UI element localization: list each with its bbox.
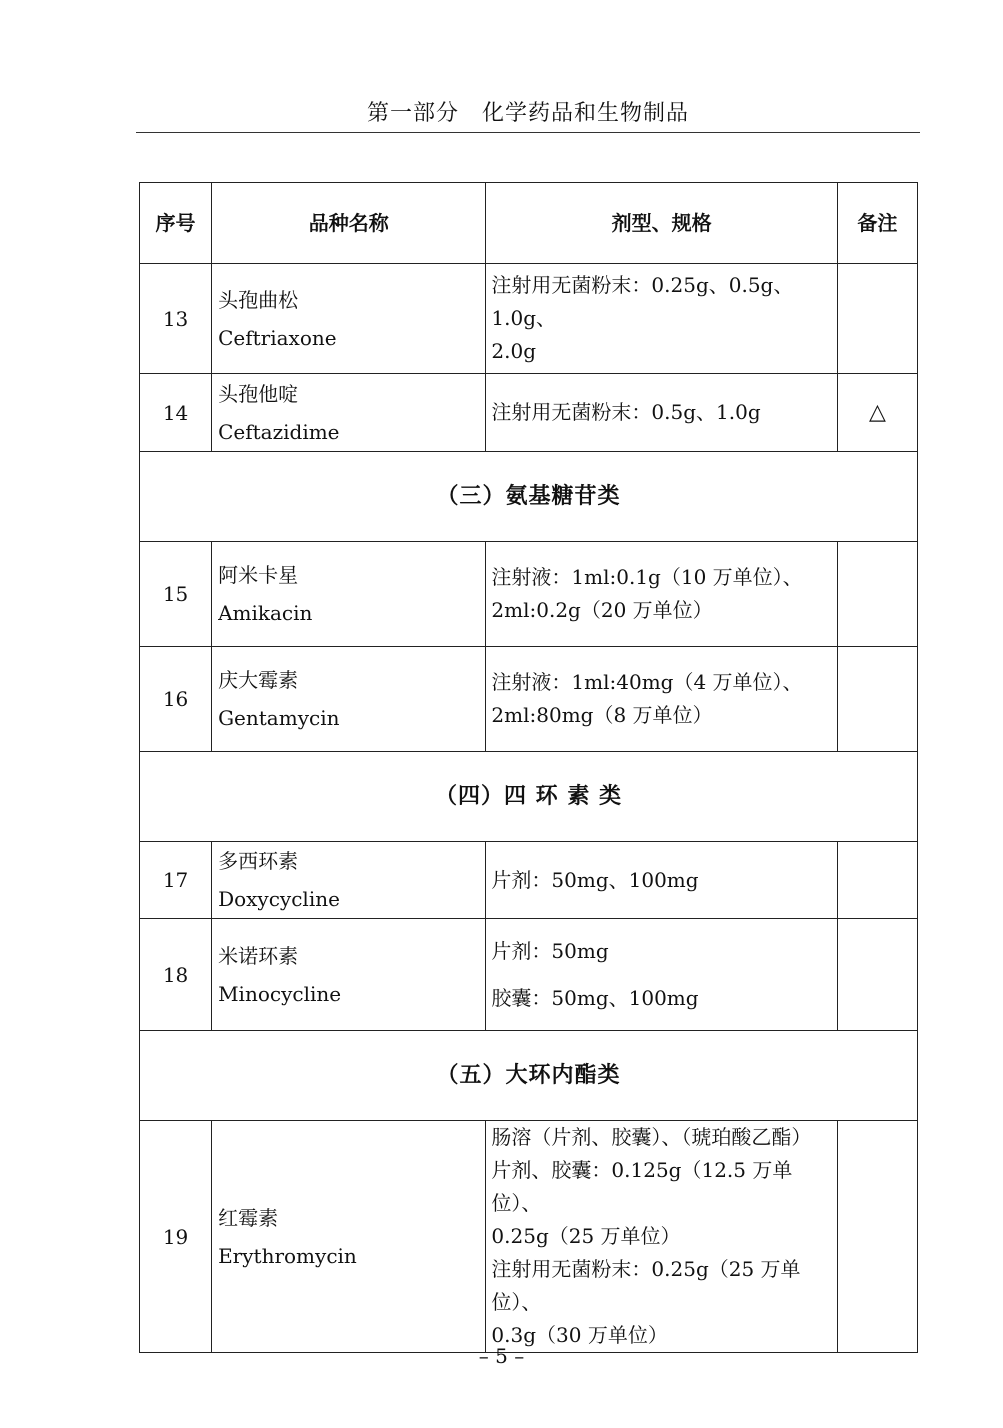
note-cell — [837, 647, 917, 752]
drug-name-cell — [212, 542, 486, 647]
drug-name-cn: 头孢他啶 — [218, 381, 299, 406]
drug-name-en: Doxycycline — [218, 887, 340, 911]
drug-name-en: Ceftazidime — [218, 419, 340, 444]
drug-table — [139, 182, 918, 1353]
spec-line: 2.0g — [491, 339, 537, 363]
section-title: （五）大环内酯类 — [140, 1031, 918, 1121]
row-number: 17 — [140, 842, 212, 919]
spec-line: 注射用无菌粉末：0.25g（25 万单位）、 — [491, 1257, 801, 1314]
note-cell — [837, 1121, 917, 1353]
spec-line: 0.25g（25 万单位） — [491, 1224, 681, 1248]
table-row — [140, 542, 918, 647]
note-cell — [837, 542, 917, 647]
note-cell — [837, 919, 917, 1031]
drug-name-cn: 红霉素 — [218, 1205, 279, 1230]
spec-cell — [486, 542, 837, 647]
spec-cell — [486, 842, 837, 919]
row-number: 13 — [140, 264, 212, 374]
drug-name-cn: 多西环素 — [218, 849, 299, 873]
drug-name-en: Minocycline — [218, 981, 342, 1006]
spec-line: 注射液：1ml:40mg（4 万单位）、 — [491, 670, 803, 694]
table-header-row — [140, 183, 918, 264]
spec-line: 片剂：50mg、100mg — [491, 867, 699, 892]
spec-line: 注射用无菌粉末：0.5g、1.0g — [491, 400, 761, 424]
drug-name-cn: 头孢曲松 — [218, 287, 299, 312]
spec-cell — [486, 264, 837, 374]
column-header-spec: 剂型、规格 — [486, 183, 837, 264]
column-header-note: 备注 — [837, 183, 917, 264]
section-row — [140, 452, 918, 542]
spec-line: 注射液：1ml:0.1g（10 万单位）、 — [491, 565, 803, 589]
spec-line: 片剂、胶囊：0.125g（12.5 万单位）、 — [491, 1158, 793, 1215]
spec-cell — [486, 647, 837, 752]
drug-name-cn: 阿米卡星 — [218, 563, 299, 587]
drug-name-en: Gentamycin — [218, 706, 340, 730]
drug-name-cell — [212, 647, 486, 752]
note-triangle-mark: △ — [837, 374, 917, 452]
drug-name-cell — [212, 374, 486, 452]
drug-name-cell — [212, 1121, 486, 1353]
spec-line: 胶囊：50mg、100mg — [491, 985, 699, 1010]
table-row — [140, 264, 918, 374]
spec-cell — [486, 919, 837, 1031]
note-cell — [837, 264, 917, 374]
drug-name-en: Erythromycin — [218, 1243, 357, 1268]
table-row — [140, 374, 918, 452]
table-row — [140, 647, 918, 752]
note-cell — [837, 842, 917, 919]
drug-name-cell — [212, 919, 486, 1031]
section-title: （三）氨基糖苷类 — [140, 452, 918, 542]
page-header-title: 第一部分 化学药品和生物制品 — [366, 101, 689, 126]
table-row — [140, 842, 918, 919]
header-rule — [136, 132, 920, 133]
row-number: 16 — [140, 647, 212, 752]
spec-line: 2ml:80mg（8 万单位） — [491, 703, 713, 727]
page-number: – 5 – — [478, 1344, 525, 1368]
drug-name-en: Ceftriaxone — [218, 325, 337, 350]
row-number: 14 — [140, 374, 212, 452]
table-row — [140, 919, 918, 1031]
drug-name-cn: 庆大霉素 — [218, 668, 299, 692]
column-header-no: 序号 — [140, 183, 212, 264]
row-number: 19 — [140, 1121, 212, 1353]
spec-line: 2ml:0.2g（20 万单位） — [491, 598, 713, 622]
row-number: 18 — [140, 919, 212, 1031]
row-number: 15 — [140, 542, 212, 647]
spec-line: 片剂：50mg — [491, 938, 609, 963]
spec-cell — [486, 1121, 837, 1353]
drug-name-cell — [212, 842, 486, 919]
section-row — [140, 752, 918, 842]
spec-cell — [486, 374, 837, 452]
drug-name-cn: 米诺环素 — [218, 943, 299, 968]
section-row — [140, 1031, 918, 1121]
table-row — [140, 1121, 918, 1353]
section-title: （四）四 环 素 类 — [140, 752, 918, 842]
spec-line: 肠溶（片剂、胶囊）、（琥珀酸乙酯） — [491, 1125, 812, 1149]
drug-name-cell — [212, 264, 486, 374]
spec-line: 0.3g（30 万单位） — [491, 1323, 668, 1347]
spec-line: 注射用无菌粉末：0.25g、0.5g、1.0g、 — [491, 273, 794, 330]
drug-name-en: Amikacin — [218, 601, 313, 625]
column-header-name: 品种名称 — [212, 183, 486, 264]
